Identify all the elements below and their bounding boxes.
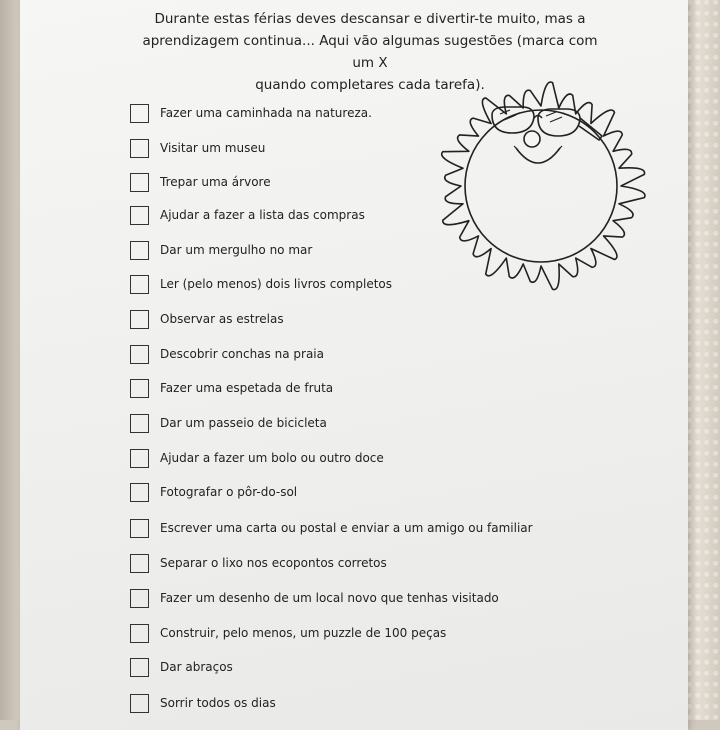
task-label: Fazer uma espetada de fruta [160, 381, 334, 395]
sun-with-sunglasses-icon [430, 78, 652, 292]
task-label: Sorrir todos os dias [160, 696, 276, 710]
task-item [130, 552, 387, 574]
task-label: Observar as estrelas [160, 312, 284, 326]
task-item [130, 204, 365, 226]
task-label: Ajudar a fazer um bolo ou outro doce [160, 451, 384, 465]
sun-rays [442, 82, 645, 290]
task-label: Descobrir conchas na praia [160, 347, 324, 361]
task-checkbox[interactable] [130, 624, 149, 643]
task-item [130, 587, 499, 609]
sun-smile [516, 148, 560, 163]
task-checkbox[interactable] [130, 139, 149, 158]
task-item [130, 517, 533, 539]
task-label: Fotografar o pôr-do-sol [160, 485, 298, 499]
task-checkbox[interactable] [130, 173, 149, 192]
task-item [130, 102, 372, 124]
task-checkbox[interactable] [130, 449, 149, 468]
task-checkbox[interactable] [130, 310, 149, 329]
task-item [130, 481, 297, 503]
task-label: Construir, pelo menos, um puzzle de 100 peças [160, 626, 447, 640]
task-item [130, 447, 384, 469]
task-checkbox[interactable] [130, 275, 149, 294]
sunglasses-right-lens [538, 109, 580, 136]
task-checkbox[interactable] [130, 345, 149, 364]
task-label: Ler (pelo menos) dois livros completos [160, 277, 393, 291]
background-left [0, 0, 22, 720]
task-item [130, 137, 265, 159]
task-label: Dar abraços [160, 660, 233, 674]
instructions-line: Durante estas férias deves descansar e divertir-te muito, mas a [154, 11, 586, 27]
task-item [130, 273, 392, 295]
task-checkbox[interactable] [130, 554, 149, 573]
task-label: Visitar um museu [160, 141, 266, 155]
task-item [130, 656, 233, 678]
task-label: Dar um passeio de bicicleta [160, 416, 327, 430]
task-item [130, 343, 324, 365]
background-wall [686, 0, 720, 720]
task-checkbox[interactable] [130, 658, 149, 677]
task-label: Fazer uma caminhada na natureza. [160, 106, 372, 120]
task-item [130, 692, 276, 714]
task-label: Fazer um desenho de um local novo que tenhas visitado [160, 591, 499, 605]
instructions-line: aprendizagem continua... Aqui vão algumas sugestões (marca com um X [142, 33, 598, 71]
worksheet-paper [20, 0, 688, 730]
task-checkbox[interactable] [130, 414, 149, 433]
task-checkbox[interactable] [130, 206, 149, 225]
task-label: Dar um mergulho no mar [160, 243, 313, 257]
task-item [130, 622, 446, 644]
task-checkbox[interactable] [130, 241, 149, 260]
task-item [130, 171, 271, 193]
task-label: Trepar uma árvore [160, 175, 271, 189]
sunglasses-shine [500, 110, 562, 122]
task-item [130, 412, 327, 434]
sun-face [465, 110, 617, 262]
task-checkbox[interactable] [130, 483, 149, 502]
task-checkbox[interactable] [130, 694, 149, 713]
task-label: Separar o lixo nos ecopontos corretos [160, 556, 387, 570]
task-checkbox[interactable] [130, 519, 149, 538]
task-item [130, 308, 284, 330]
task-label: Ajudar a fazer a lista das compras [160, 208, 365, 222]
task-checkbox[interactable] [130, 379, 149, 398]
task-label: Escrever uma carta ou postal e enviar a um amigo ou familiar [160, 521, 533, 535]
sun-nose [524, 131, 540, 147]
task-item [130, 239, 312, 261]
task-checkbox[interactable] [130, 589, 149, 608]
instructions-line: quando completares cada tarefa). [255, 77, 485, 93]
task-item [130, 377, 333, 399]
sun-mouth-corners [514, 146, 562, 150]
task-checkbox[interactable] [130, 104, 149, 123]
